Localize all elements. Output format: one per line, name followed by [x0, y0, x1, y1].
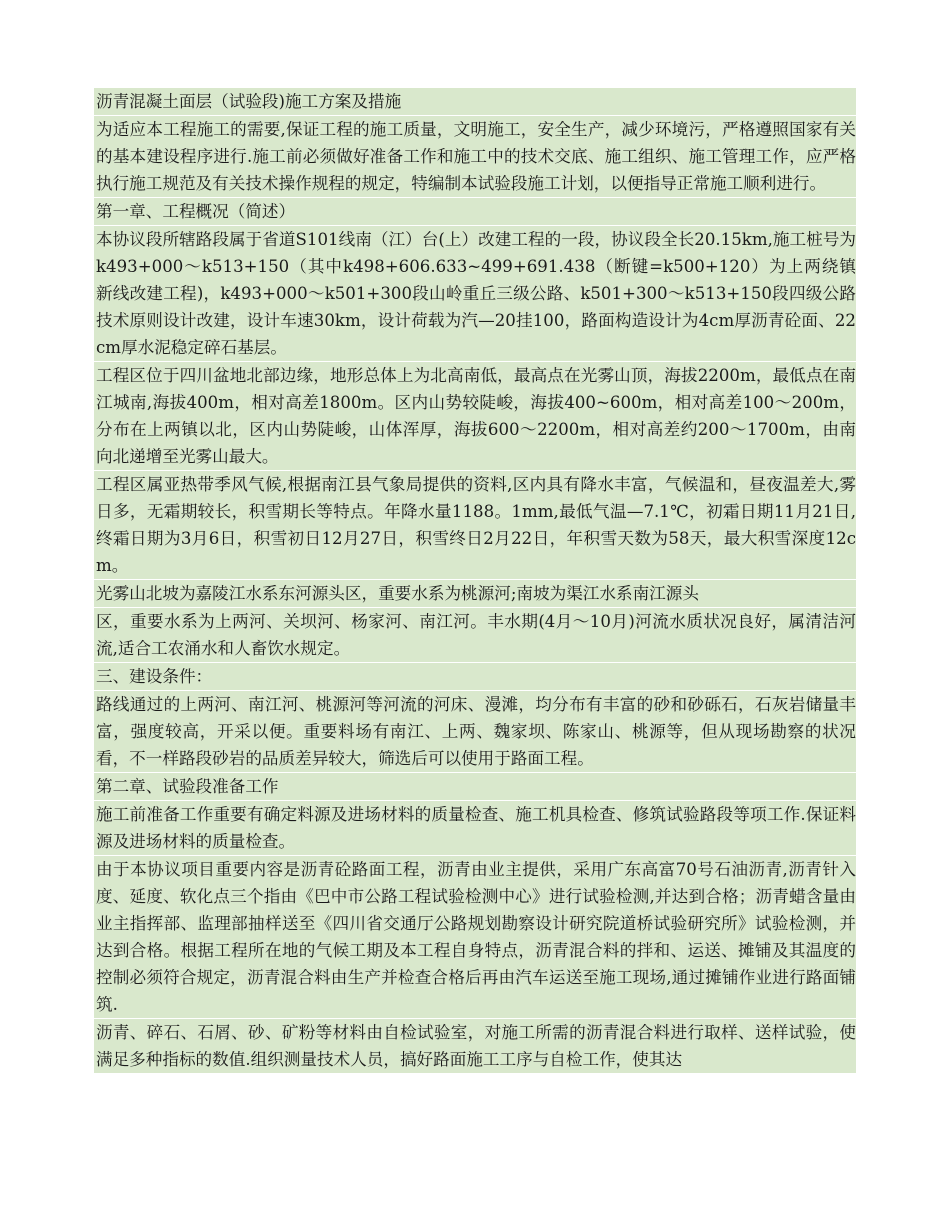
chapter-2-heading: 第二章、试验段准备工作: [94, 773, 856, 801]
paragraph-preparation: 施工前准备工作重要有确定料源及进场材料的质量检查、施工机具检查、修筑试验路段等项工作.保证料源及进场材料的质量检查。: [94, 801, 856, 856]
paragraph-water-south: 区，重要水系为上两河、关坝河、杨家河、南江河。丰水期(4月～10月)河流水质状况良好，属清洁河流,适合工农涌水和人畜饮水规定。: [94, 608, 856, 663]
chapter-1-heading: 第一章、工程概况（简述）: [94, 198, 856, 226]
paragraph-climate: 工程区属亚热带季风气候,根据南江县气象局提供的资料,区内具有降水丰富，气候温和，昼夜温差大,雾日多，无霜期较长，积雪期长等特点。年降水量1188。1mm,最低气温—7.1℃，初霜日期11月21日,终霜日期为3月6日，积雪初日12月27日，积雪终日2月22日，年积雪天数为58天，最大积雪深度12cm。: [94, 471, 856, 580]
paragraph-project-scope: 本协议段所辖路段属于省道S101线南（江）台(上）改建工程的一段，协议段全长20.15km,施工桩号为k493+000～k513+150（其中k498+606.633~499+691.438（断键=k500+120）为上两绕镇新线改建工程)，k493+000～k501+300段山岭重丘三级公路、k501+300～k513+150段四级公路技术原则设计改建，设计车速30km，设计荷载为汽—20挂100，路面构造设计为4cm厚沥青砼面、22cm厚水泥稳定碎石基层。: [94, 226, 856, 362]
paragraph-asphalt: 由于本协议项目重要内容是沥青砼路面工程，沥青由业主提供，采用广东高富70号石油沥青,沥青针入度、延度、软化点三个指由《巴中市公路工程试验检测中心》进行试验检测,并达到合格；沥青蜡含量由业主指挥部、监理部抽样送至《四川省交通厅公路规划勘察设计研究院道桥试验研究所》试验检测，并达到合格。根据工程所在地的气候工期及本工程自身特点，沥青混合料的拌和、运送、摊铺及其温度的控制必须符合规定，沥青混合料由生产并检查合格后再由汽车运送至施工现场,通过摊铺作业进行路面铺筑.: [94, 856, 856, 1019]
document-page: [94, 88, 856, 1074]
paragraph-materials: 路线通过的上两河、南江河、桃源河等河流的河床、漫滩，均分布有丰富的砂和砂砾石，石灰岩储量丰富，强度较高，开采以便。重要料场有南江、上两、魏家坝、陈家山、桃源等，但从现场勘察的状况看，不一样路段砂岩的品质差异较大，筛选后可以使用于路面工程。: [94, 691, 856, 773]
paragraph-testing: 沥青、碎石、石屑、砂、矿粉等材料由自检试验室，对施工所需的沥青混合料进行取样、送样试验，使满足多种指标的数值.组织测量技术人员，搞好路面施工工序与自检工作，使其达: [94, 1019, 856, 1074]
paragraph-intro: 为适应本工程施工的需要,保证工程的施工质量，文明施工，安全生产，减少环境污，严格遵照国家有关的基本建设程序进行.施工前必须做好准备工作和施工中的技术交底、施工组织、施工管理工作，应严格执行施工规范及有关技术操作规程的规定，特编制本试验段施工计划，以便指导正常施工顺利进行。: [94, 116, 856, 198]
paragraph-water-north: 光雾山北坡为嘉陵江水系东河源头区，重要水系为桃源河;南坡为渠江水系南江源头: [94, 580, 856, 608]
section-3-heading: 三、建设条件：: [94, 663, 856, 691]
paragraph-terrain: 工程区位于四川盆地北部边缘，地形总体上为北高南低，最高点在光雾山顶，海拔2200m，最低点在南江城南,海拔400m，相对高差1800m。区内山势较陡峻，海拔400~600m，相对高差100～200m，分布在上两镇以北，区内山势陡峻，山体浑厚，海拔600～2200m，相对高差约200～1700m，由南向北递增至光雾山最大。: [94, 362, 856, 471]
document-title: 沥青混凝土面层（试验段)施工方案及措施: [94, 88, 856, 116]
